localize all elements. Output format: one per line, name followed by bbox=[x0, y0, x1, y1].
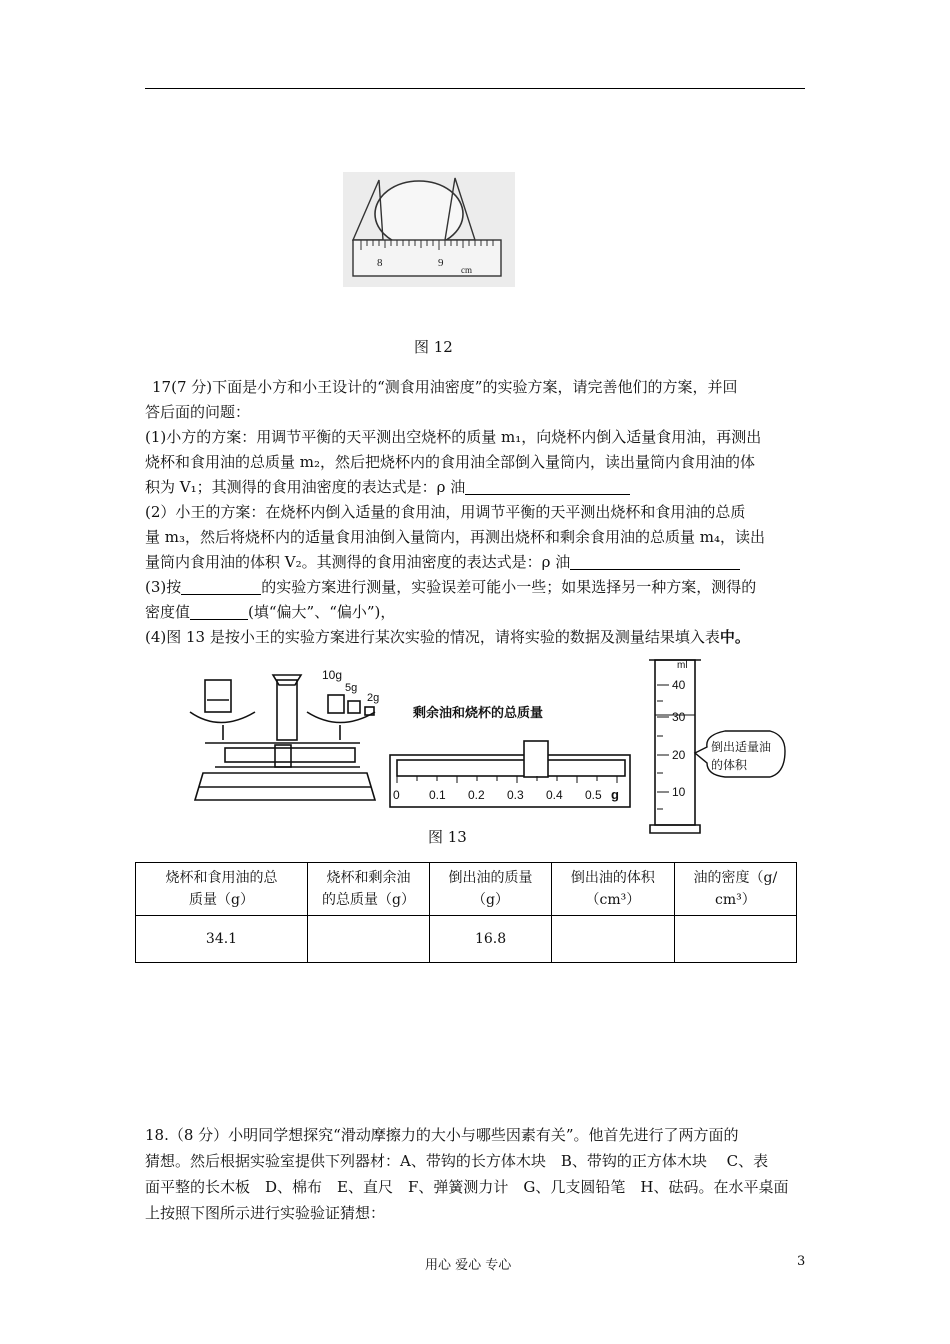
q17-line2: 答后面的问题： bbox=[145, 403, 251, 421]
q17-p1-line3-text: 积为 V₁；其测得的食用油密度的表达式是：ρ 油 bbox=[145, 478, 466, 496]
weight-5g: 5g bbox=[345, 682, 358, 694]
header-text: 烧杯和食用油的总 bbox=[165, 870, 278, 886]
answer-blank-fang-density[interactable] bbox=[465, 478, 630, 495]
q17-p3-d: (填“偏大”、“偏小”)， bbox=[248, 603, 396, 621]
q17-p3-b: 的实验方案进行测量，实验误差可能小一些；如果选择另一种方案，测得的 bbox=[261, 578, 757, 596]
ruler-unit: cm bbox=[461, 265, 472, 275]
scale-tick-0.5: 0.5 bbox=[585, 788, 602, 802]
figure-12-caption: 图 12 bbox=[414, 338, 453, 356]
bubble-label-line1: 倒出适量油 bbox=[711, 740, 772, 754]
header-rule bbox=[145, 88, 805, 89]
header-text: 倒出油的体积 bbox=[570, 870, 655, 886]
cylinder-tick-20: 20 bbox=[672, 748, 686, 762]
scale-tick-0.2: 0.2 bbox=[468, 788, 485, 802]
q17-p2-line2: 量 m₃，然后将烧杯内的适量食用油倒入量筒内，再测出烧杯和剩余食用油的总质量 m₄，读出 bbox=[145, 528, 766, 546]
cylinder-tick-40: 40 bbox=[672, 678, 686, 692]
ruler-tick-9: 9 bbox=[438, 257, 444, 269]
cylinder-unit: ml bbox=[677, 660, 688, 671]
header-text: （cm³） bbox=[585, 892, 641, 908]
header-text: 质量（g） bbox=[189, 892, 254, 908]
weight-2g: 2g bbox=[367, 692, 380, 704]
q17-p4-bold: 中。 bbox=[719, 628, 750, 646]
footer-motto: 用心 爱心 专心 bbox=[425, 1258, 512, 1273]
table-header-remaining-mass bbox=[307, 863, 429, 916]
header-text: 倒出油的质量 bbox=[448, 870, 533, 886]
answer-blank-bias[interactable] bbox=[190, 603, 248, 620]
header-text: 油的密度（g/ bbox=[693, 870, 778, 886]
table-cell-remaining-mass[interactable] bbox=[307, 916, 429, 963]
q17-p3-a: (3)按 bbox=[145, 578, 182, 596]
q17-p3-c: 密度值 bbox=[145, 603, 191, 621]
table-cell-total-mass: 34.1 bbox=[136, 916, 308, 963]
q18-line2: 猜想。然后根据实验室提供下列器材：A、带钩的长方体木块 B、带钩的正方体木块 C、表 bbox=[145, 1152, 769, 1170]
q17-p2-line3-text: 量筒内食用油的体积 V₂。其测得的食用油密度的表达式是：ρ 油 bbox=[145, 553, 571, 571]
header-text: 烧杯和剩余油 bbox=[326, 870, 411, 886]
figure-13-image bbox=[185, 655, 772, 835]
cylinder-tick-30: 30 bbox=[672, 710, 686, 724]
figure-13-caption: 图 13 bbox=[428, 828, 467, 846]
bubble-label-line2: 的体积 bbox=[711, 758, 748, 772]
table-header-oil-density bbox=[674, 863, 796, 916]
q17-p4-text: (4)图 13 是按小王的实验方案进行某次实验的情况，请将实验的数据及测量结果填入表 bbox=[145, 628, 720, 646]
table-cell-oil-density[interactable] bbox=[674, 916, 796, 963]
q17-p1-line3 bbox=[145, 475, 805, 500]
ruler-tick-8: 8 bbox=[377, 257, 383, 269]
table-cell-poured-mass: 16.8 bbox=[430, 916, 552, 963]
q18-line4: 上按照下图所示进行实验验证猜想： bbox=[145, 1204, 386, 1222]
header-text: cm³） bbox=[715, 892, 756, 908]
weight-10g: 10g bbox=[322, 668, 343, 682]
table-row bbox=[136, 916, 797, 963]
header-text: （g） bbox=[472, 892, 510, 908]
scale-tick-0.3: 0.3 bbox=[507, 788, 524, 802]
figure-12-image bbox=[343, 172, 515, 287]
table-cell-poured-volume[interactable] bbox=[552, 916, 675, 963]
page-number: 3 bbox=[797, 1254, 806, 1269]
table-header-row bbox=[136, 863, 797, 916]
table-header-poured-mass bbox=[430, 863, 552, 916]
q17-p3-line1 bbox=[145, 575, 805, 600]
q17-p1-line1: (1)小方的方案：用调节平衡的天平测出空烧杯的质量 m₁，向烧杯内倒入适量食用油，再测出 bbox=[145, 428, 762, 446]
q17-p1-line2: 烧杯和食用油的总质量 m₂，然后把烧杯内的食用油全部倒入量筒内，读出量筒内食用油的体 bbox=[145, 453, 756, 471]
q17-p2-line1: (2）小王的方案：在烧杯内倒入适量的食用油，用调节平衡的天平测出烧杯和食用油的总质 bbox=[145, 503, 746, 521]
table-header-poured-volume bbox=[552, 863, 675, 916]
q17-p2-line3 bbox=[145, 550, 805, 575]
q18-line1: 18.（8 分）小明同学想探究“滑动摩擦力的大小与哪些因素有关”。他首先进行了两方面的 bbox=[145, 1126, 739, 1144]
answer-blank-which-plan[interactable] bbox=[181, 578, 261, 595]
scale-tick-0.1: 0.1 bbox=[429, 788, 446, 802]
q17-p3-line2 bbox=[145, 600, 805, 625]
q17-line1: 17(7 分)下面是小方和小王设计的“测食用油密度”的实验方案，请完善他们的方案，并回 bbox=[152, 378, 738, 396]
scale-unit: g bbox=[611, 787, 619, 802]
scale-tick-0: 0 bbox=[393, 788, 400, 802]
table-header-total-mass bbox=[136, 863, 308, 916]
rider-scale-label: 剩余油和烧杯的总质量 bbox=[413, 705, 544, 720]
scale-tick-0.4: 0.4 bbox=[546, 788, 563, 802]
q17-p4-line1 bbox=[145, 625, 805, 650]
q18-line3: 面平整的长木板 D、棉布 E、直尺 F、弹簧测力计 G、几支圆铅笔 H、砝码。在水平桌面 bbox=[145, 1178, 789, 1196]
experiment-data-table bbox=[135, 862, 797, 963]
question-18 bbox=[145, 1122, 805, 1226]
cylinder-tick-10: 10 bbox=[672, 785, 686, 799]
header-text: 的总质量（g） bbox=[322, 892, 415, 908]
question-17 bbox=[145, 375, 805, 650]
answer-blank-wang-density[interactable] bbox=[570, 553, 740, 570]
